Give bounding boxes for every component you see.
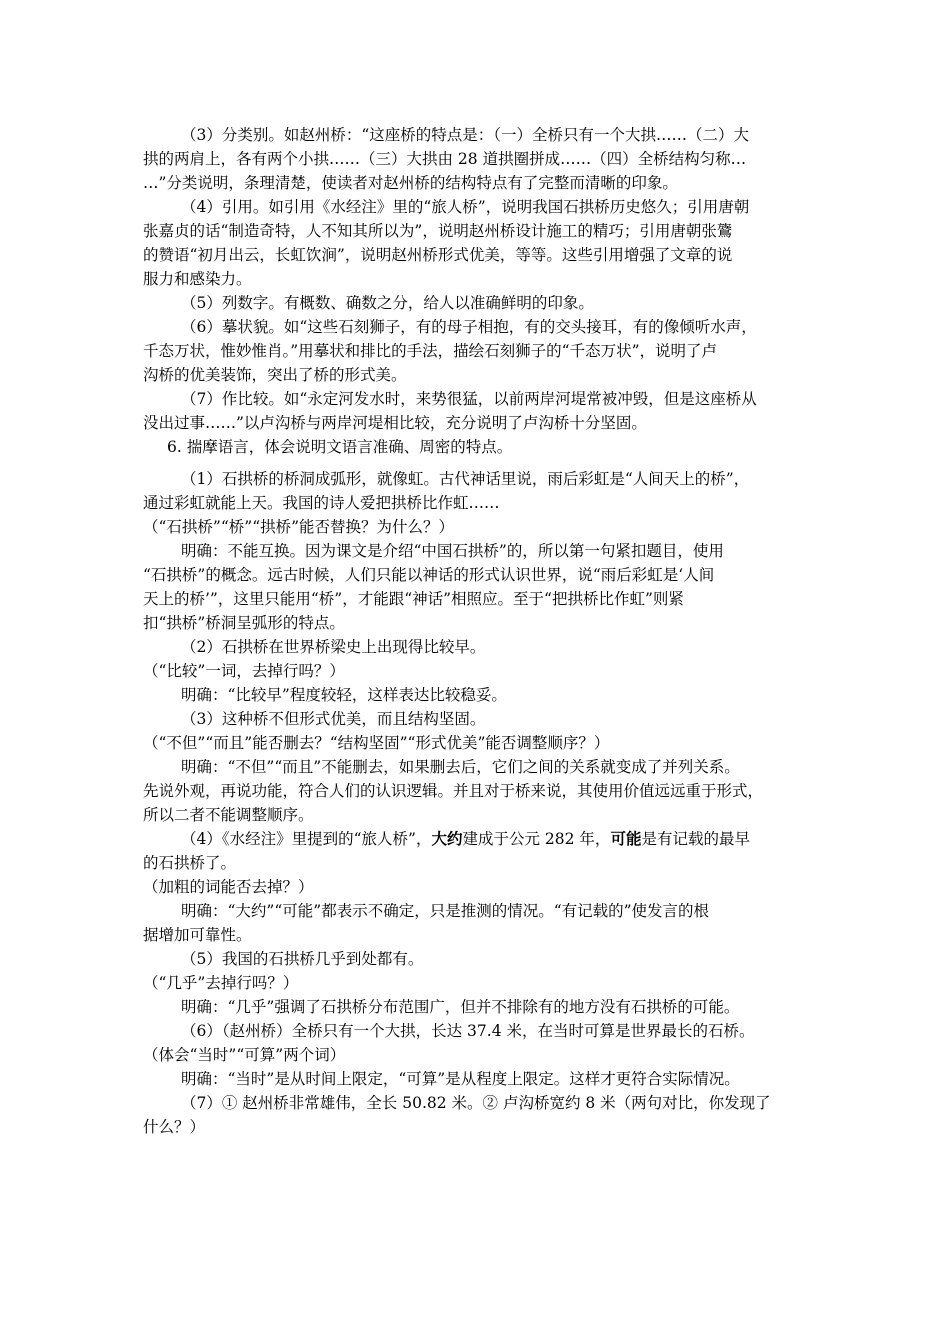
text-line: （7）① 赵州桥非常雄伟，全长 50.82 米。② 卢沟桥宽约 8 米（两句对比，你发现了: [181, 1094, 771, 1112]
text-span: （4）《水经注》里提到的“旅人桥”，: [181, 830, 432, 848]
text-line: （6）（赵州桥）全桥只有一个大拱，长达 37.4 米，在当时可算是世界最长的石桥。: [181, 1022, 755, 1040]
document-body: [143, 123, 811, 1139]
text-line: （3）这种桥不但形式优美，而且结构坚固。: [181, 710, 486, 728]
text-line: （2）石拱桥在世界桥梁史上出现得比较早。: [181, 638, 486, 656]
text-line: 没出过事……”以卢沟桥与两岸河堤相比较，充分说明了卢沟桥十分坚固。: [143, 414, 647, 432]
text-line: 天上的桥’”，这里只能用“桥”，才能跟“神话”相照应。至于“把拱桥比作虹”则紧: [143, 590, 684, 608]
text-line: （体会“当时”“可算”两个词）: [143, 1046, 346, 1064]
text-line: （3）分类别。如赵州桥：“这座桥的特点是：（一）全桥只有一个大拱……（二）大: [181, 126, 750, 144]
text-line: 什么？）: [143, 1118, 206, 1136]
text-line: 千态万状，惟妙惟肖。”用摹状和排比的手法，描绘石刻狮子的“千态万状”，说明了卢: [143, 342, 718, 360]
text-line: 所以二者不能调整顺序。: [143, 806, 314, 824]
text-line: 拱的两肩上，各有两个小拱……（三）大拱由 28 道拱圈拼成……（四）全桥结构匀称…: [143, 150, 747, 168]
text-line: 明确：不能互换。因为课文是介绍“中国石拱桥”的，所以第一句紧扣题目，使用: [181, 542, 724, 560]
text-line: 明确：“大约”“可能”都表示不确定，只是推测的情况。“有记载的”使发言的根: [181, 902, 710, 920]
text-line: 明确：“比较早”程度较轻，这样表达比较稳妥。: [181, 686, 507, 704]
text-span: 建成于公元 282 年，: [462, 830, 611, 848]
text-line: 张嘉贞的话“制造奇特，人不知其所以为”，说明赵州桥设计施工的精巧；引用唐朝张鷟: [143, 222, 733, 240]
text-line: （加粗的词能否去掉？）: [143, 878, 314, 896]
text-line: 通过彩虹就能上天。我国的诗人爱把拱桥比作虹……: [143, 494, 500, 512]
text-span: 是有记载的最早: [641, 830, 750, 848]
text-line: 明确：“当时”是从时间上限定，“可算”是从程度上限定。这样才更符合实际情况。: [181, 1070, 740, 1088]
text-line: （7）作比较。如“永定河发水时，来势很猛，以前两岸河堤常被冲毁，但是这座桥从: [181, 390, 757, 408]
text-line: …”分类说明，条理清楚，使读者对赵州桥的结构特点有了完整而清晰的印象。: [143, 174, 678, 192]
bold-word: 可能: [610, 829, 642, 848]
text-line: 扣“拱桥”桥洞呈弧形的特点。: [143, 614, 345, 632]
text-line: （“比较”一词，去掉行吗？）: [143, 662, 345, 680]
text-line: 6. 揣摩语言，体会说明文语言准确、周密的特点。: [167, 438, 513, 456]
text-line: （“不但”“而且”能否删去？“结构坚固”“形式优美”能否调整顺序？）: [143, 734, 610, 752]
text-line: 先说外观，再说功能，符合人们的认识逻辑。并且对于桥来说，其使用价值远远重于形式，: [143, 782, 764, 800]
text-line: 据增加可靠性。: [143, 926, 252, 944]
text-line: 明确：“不但”“而且”不能删去，如果删去后，它们之间的关系就变成了并列关系。: [181, 758, 740, 776]
text-line: （5）我国的石拱桥几乎到处都有。: [181, 950, 424, 968]
paragraph-gap: [143, 459, 811, 467]
text-line: 明确：“几乎”强调了石拱桥分布范围广，但并不排除有的地方没有石拱桥的可能。: [181, 998, 740, 1016]
text-line: （“石拱桥”“桥”“拱桥”能否替换？为什么？）: [143, 518, 455, 536]
text-line: （5）列数字。有概数、确数之分，给人以准确鲜明的印象。: [181, 294, 594, 312]
text-line: （4）引用。如引用《水经注》里的“旅人桥”，说明我国石拱桥历史悠久；引用唐朝: [181, 198, 750, 216]
text-line: 沟桥的优美装饰，突出了桥的形式美。: [143, 366, 407, 384]
bold-word: 大约: [431, 829, 463, 848]
text-line: 服力和感染力。: [143, 270, 252, 288]
text-line: （“几乎”去掉行吗？）: [143, 974, 299, 992]
text-line: “石拱桥”的概念。远古时候，人们只能以神话的形式认识世界，说“雨后彩虹是‘人间: [143, 566, 715, 584]
text-line: 的石拱桥了。: [143, 854, 237, 872]
text-line: 的赞语“初月出云，长虹饮涧”，说明赵州桥形式优美，等等。这些引用增强了文章的说: [143, 246, 733, 264]
text-line: （6）摹状貌。如“这些石刻狮子，有的母子相抱，有的交头接耳，有的像倾听水声，: [181, 318, 757, 336]
text-line: [143, 827, 811, 851]
text-line: （1）石拱桥的桥洞成弧形，就像虹。古代神话里说，雨后彩虹是“人间天上的桥”，: [181, 470, 750, 488]
